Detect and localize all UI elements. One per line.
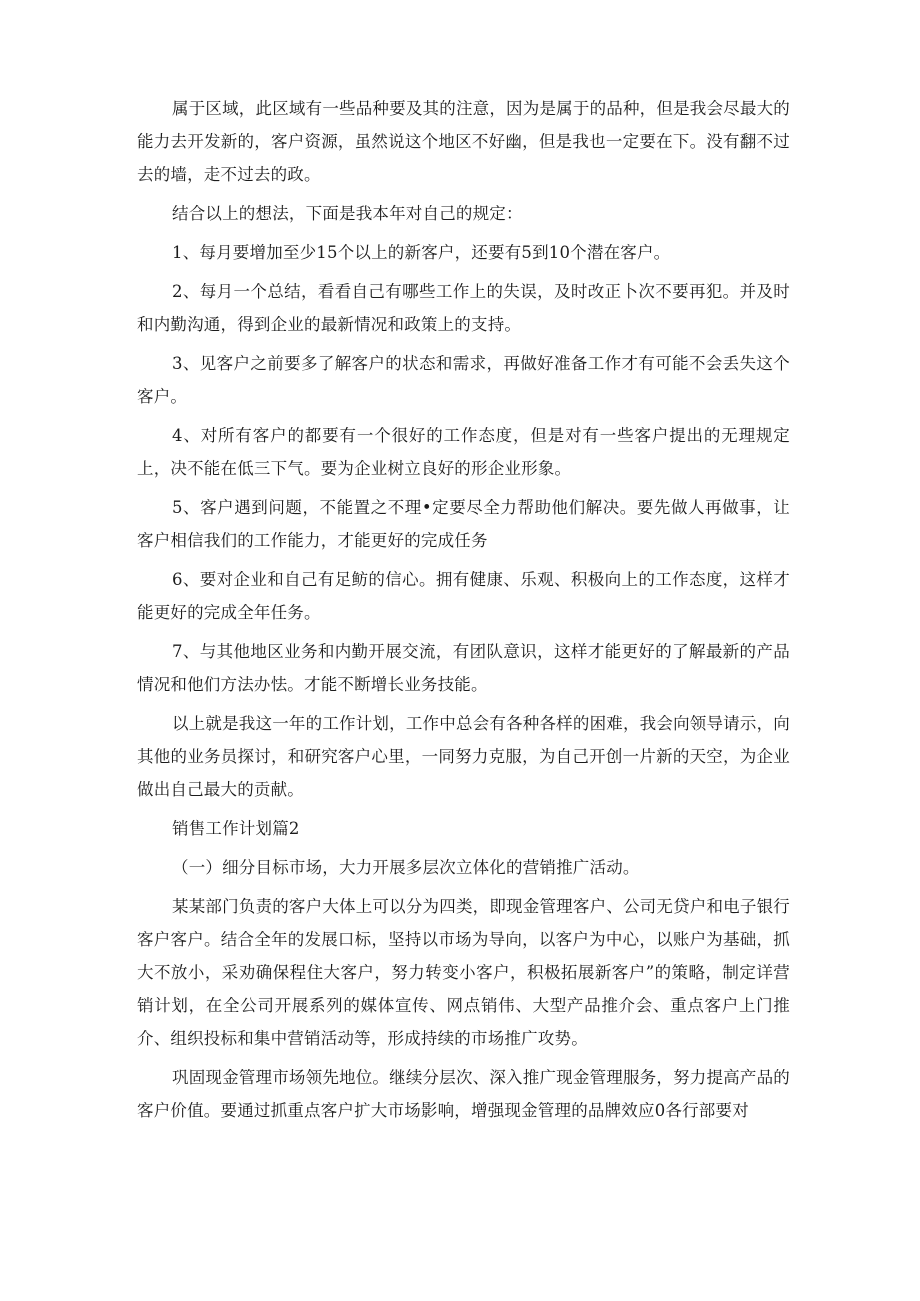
paragraph-cash-management: 巩固现金管理市场领先地位。继续分层次、深入推广现金管理服务，努力提高产品的客户价值。要通过抓重点客户扩大市场影响，增强现金管理的品牌效应0各行部要对	[137, 1068, 790, 1120]
list-item-4: 4、对所有客户的都要有一个很好的工作态度，但是对有一些客户提出的无理规定上，决不能在低三下气。要为企业树立良好的形企业形象。	[137, 426, 790, 478]
section-heading: 销售工作计划篇2	[172, 819, 300, 838]
list-item-2: 2、每月一个总结，看看自己有哪些工作上的失误，及时改正卜次不要再犯。并及时和内勤沟通，得到企业的最新情况和政策上的支持。	[137, 282, 790, 334]
list-item-3: 3、见客户之前要多了解客户的状态和需求，再做好准备工作才有可能不会丢失这个客户。	[137, 354, 790, 406]
list-item-6: 6、要对企业和自己有足鲂的信心。拥有健康、乐观、积极向上的工作态度，这样才能更好的完成全年任务。	[137, 570, 790, 622]
list-item-7: 7、与其他地区业务和内勤开展交流，有团队意识，这样才能更好的了解最新的产品情况和他们方法办怯。才能不断增长业务技能。	[137, 642, 790, 694]
paragraph-1: 属于区域，此区域有一些品种要及其的注意，因为是属于的品种，但是我会尽最大的能力去开发新的，客户资源，虽然说这个地区不好幽，但是我也一定要在下。没有翻不过去的墙，走不过去的政。	[137, 99, 790, 184]
paragraph-2: 结合以上的想法，下面是我本年对自己的规定：	[172, 204, 523, 223]
subsection-heading: （一）细分目标市场，大力开展多层次立体化的营销推广活动。	[172, 858, 640, 877]
paragraph-clients: 某某部门负责的客户大体上可以分为四类，即现金管理客户、公司无贷户和电子银行客户客户。结合全年的发展口标，坚持以市场为导向，以客户为中心，以账户为基础，抓大不放小，采劝确保程住大客户，努力转变小客户，积极拓展新客户”的策略，制定详营销计划，在全公司开展系列的媒体宣传、网点销伟、大型产品推介会、重点客户上门推介、组织投标和集中营销活动等，形成持续的市场推广攻势。	[137, 897, 790, 1048]
list-item-5: 5、客户遇到问题，不能置之不理•定要尽全力帮助他们解决。要先做人再做事，让客户相信我们的工作能力，才能更好的完成任务	[137, 498, 790, 550]
list-item-1: 1、每月要增加至少15个以上的新客户，还要有5到10个潜在客户。	[172, 243, 671, 262]
paragraph-conclusion: 以上就是我这一年的工作计划，工作中总会有各种各样的困难，我会向领导请示，向其他的业务员探讨，和研究客户心里，一同努力克服，为自己开创一片新的天空，为企业做出自己最大的贡献。	[137, 714, 790, 799]
